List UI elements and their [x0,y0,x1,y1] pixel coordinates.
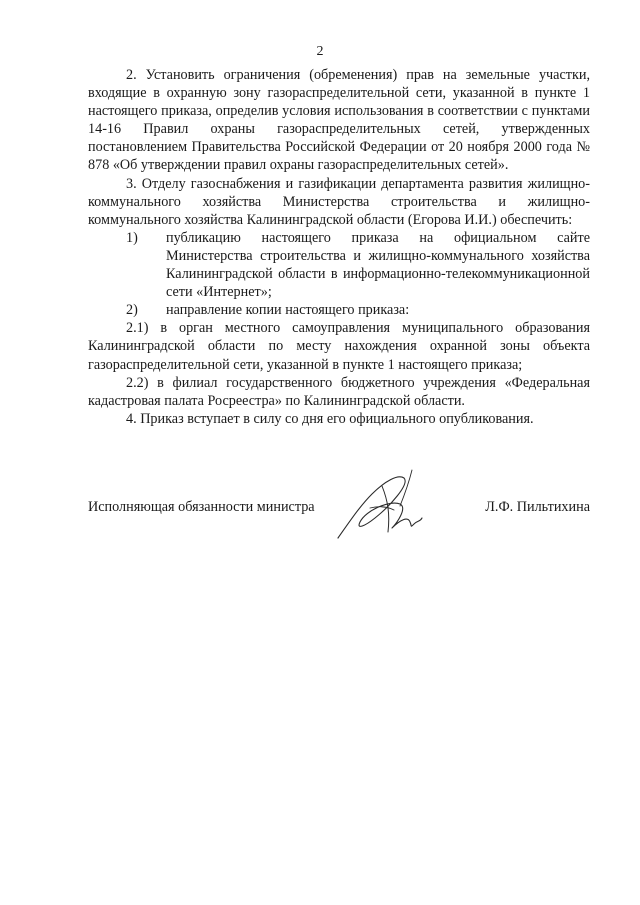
paragraph-2: 2. Установить ограничения (обременения) прав на земельные участки, входящие в охранную зону газораспределительной сети, указанной в пункте 1 настоящего приказа, определив условия использования в соответствии с пунктами 14-16 Правил охраны газораспределительных сетей, утвержденных постановлением Правительства Российской Федерации от 20 ноября 2000 года № 878 «Об утверждении правил охраны газораспределительных сетей». [88,67,590,174]
paragraph-2-1: 2.1) в орган местного самоуправления муниципального образования Калининградской области по месту нахождения охранной зоны объекта газораспределительной сети, указанной в пункте 1 настоящего приказа; [88,320,590,373]
document-body [88,66,590,428]
paragraph-2-2: 2.2) в филиал государственного бюджетного учреждения «Федеральная кадастровая палата Росреестра» по Калининградской области. [88,374,590,409]
list-item-number: 1) [126,229,138,246]
list-item-3-2 [88,301,590,319]
list-item-number: 2) [126,302,138,319]
paragraph-4: 4. Приказ вступает в силу со дня его официального опубликования. [126,410,534,427]
list-item-text: публикацию настоящего приказа на официальном сайте Министерства строительства и жилищно-коммунального хозяйства Калининградской области в информационно-телекоммуникационной сети «Интернет»; [166,229,590,301]
page-number: 2 [316,44,324,59]
signatory-name: Л.Ф. Пильтихина [485,499,590,515]
handwritten-signature [330,466,430,546]
list-item-text: направление копии настоящего приказа: [166,302,410,319]
paragraph-3: 3. Отделу газоснабжения и газификации департамента развития жилищно-коммунального хозяйства Министерства строительства и жилищно-коммунального хозяйства Калининградской области (Егорова И.И.) обеспечить: [88,175,590,228]
list-item-3-1 [88,229,590,301]
signatory-position: Исполняющая обязанности министра [88,499,315,515]
